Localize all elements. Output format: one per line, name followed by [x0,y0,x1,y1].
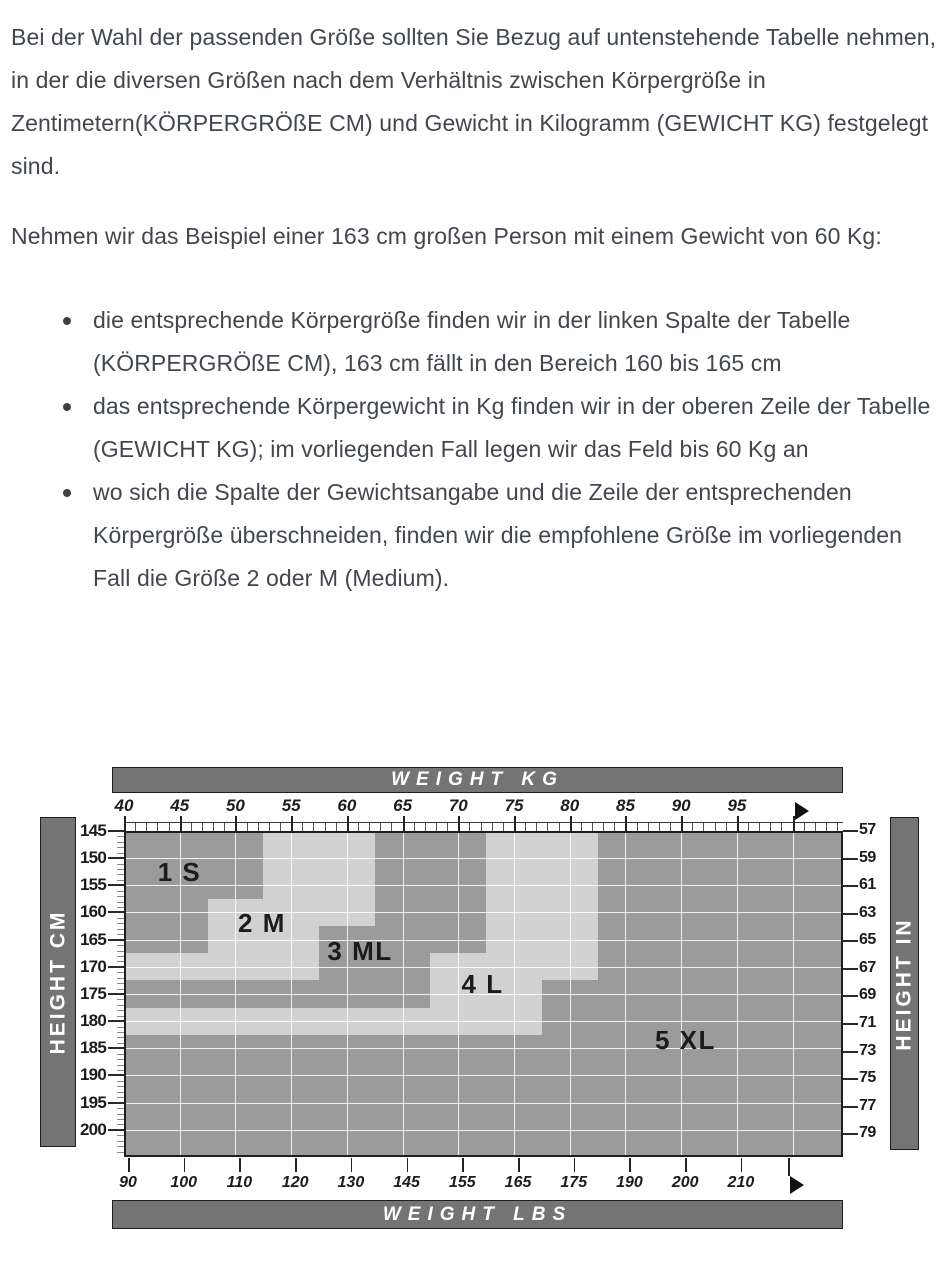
cm-minor-tick [117,1027,124,1028]
in-axis-label: 73 [859,1041,876,1059]
kg-minor-tick [391,823,392,831]
cm-minor-tick [117,934,124,935]
cm-minor-tick [117,1070,124,1071]
in-axis-dash [843,1051,858,1053]
kg-minor-tick [559,823,560,831]
cm-axis-label: 160 [80,902,106,922]
cm-minor-tick [117,864,124,865]
grid-line-vertical [403,833,404,1157]
cm-axis-dash [108,1020,124,1022]
kg-minor-tick [269,823,270,831]
kg-minor-tick [146,823,147,831]
kg-minor-tick [525,823,526,831]
kg-minor-tick [280,823,281,831]
cm-minor-tick [117,923,124,924]
kg-minor-tick [770,823,771,831]
kg-minor-tick [781,823,782,831]
kg-axis-arrow-icon [795,802,809,820]
size-region-5xl [598,831,843,980]
kg-minor-tick [358,823,359,831]
cm-minor-tick [117,1146,124,1147]
kg-minor-tick [503,823,504,831]
kg-major-tick [180,816,182,831]
kg-minor-tick [837,823,838,831]
kg-minor-tick [481,823,482,831]
grid-line-horizontal [126,1075,843,1076]
cm-minor-tick [117,956,124,957]
kg-minor-tick [447,823,448,831]
kg-minor-tick [726,823,727,831]
lbs-tick [295,1158,297,1172]
cm-minor-tick [117,1032,124,1033]
weight-kg-header: WEIGHT KG [112,767,843,793]
cm-minor-tick [117,1065,124,1066]
kg-minor-tick [313,823,314,831]
kg-axis-label: 65 [393,796,413,815]
cm-minor-tick [117,1152,124,1153]
lbs-tick [184,1158,186,1172]
cm-minor-tick [117,1124,124,1125]
kg-minor-tick [258,823,259,831]
list-item: wo sich die Spalte der Gewichtsangabe und die Zeile der entsprechenden Körpergröße überschneiden, finden wir die empfohlene Größe im vorliegenden Fall die Größe 2 oder M (Medium). [93,471,942,600]
lbs-axis-label: 165 [504,1174,532,1191]
lbs-axis-label: 90 [119,1174,137,1191]
cm-minor-tick [117,902,124,903]
kg-minor-tick [414,823,415,831]
grid-line-horizontal [126,1103,843,1104]
kg-axis-label: 60 [337,796,357,815]
kg-minor-tick [224,823,225,831]
kg-minor-tick [325,823,326,831]
kg-minor-tick [703,823,704,831]
kg-major-tick [514,816,516,831]
lbs-tick [685,1158,687,1172]
kg-minor-tick [670,823,671,831]
kg-minor-tick [547,823,548,831]
instruction-list [11,299,942,600]
cm-minor-tick [117,945,124,946]
in-axis-dash [843,1106,858,1108]
lbs-axis-label: 110 [226,1174,253,1191]
kg-minor-tick [659,823,660,831]
kg-axis-label: 40 [114,796,134,815]
cm-axis-label: 155 [80,875,106,895]
cm-axis-dash [108,857,124,859]
in-axis-dash [843,995,858,997]
in-axis-dash [843,830,858,832]
cm-minor-tick [117,1092,124,1093]
kg-minor-tick [191,823,192,831]
kg-minor-tick [804,823,805,831]
cm-axis-dash [108,911,124,913]
kg-major-tick [681,816,683,831]
size-region-4l [486,831,597,953]
in-axis-label: 63 [859,903,876,921]
cm-axis-label: 190 [80,1065,106,1085]
kg-minor-tick [614,823,615,831]
cm-axis-dash [108,939,124,941]
cm-axis-dash [108,966,124,968]
kg-axis-label: 45 [170,796,190,815]
grid-line-vertical [291,833,292,1157]
lbs-tick [351,1158,353,1172]
grid-line-horizontal [126,967,843,968]
kg-axis-label: 55 [281,796,301,815]
kg-minor-tick [202,823,203,831]
kg-minor-tick [648,823,649,831]
cm-minor-tick [117,983,124,984]
cm-minor-tick [117,999,124,1000]
size-region-2m [263,831,374,899]
paragraph-example: Nehmen wir das Beispiel einer 163 cm großen Person mit einem Gewicht von 60 Kg: [11,223,882,249]
intro-text [11,16,942,600]
kg-minor-tick [336,823,337,831]
cm-minor-tick [117,1037,124,1038]
cm-minor-tick [117,1005,124,1006]
cm-minor-tick [117,847,124,848]
kg-axis-label: 50 [225,796,245,815]
size-region-label: 3 ML [327,935,393,966]
in-axis-label: 65 [859,931,876,949]
kg-minor-tick [369,823,370,831]
cm-axis-dash [108,884,124,886]
kg-minor-tick [492,823,493,831]
kg-axis-label: 95 [727,796,747,815]
cm-minor-tick [117,907,124,908]
lbs-tick [741,1158,743,1172]
lbs-axis-label: 100 [170,1174,198,1191]
kg-minor-tick [302,823,303,831]
in-axis-dash [843,885,858,887]
in-axis-label: 67 [859,958,876,976]
cm-minor-tick [117,1108,124,1109]
cm-minor-tick [117,1043,124,1044]
cm-minor-tick [117,836,124,837]
kg-minor-tick [380,823,381,831]
kg-axis-label: 75 [504,796,524,815]
height-cm-sidebar [40,817,76,1147]
kg-major-tick [291,816,293,831]
kg-axis-label: 85 [616,796,635,815]
lbs-axis-label: 210 [727,1174,755,1191]
cm-minor-tick [117,1141,124,1142]
kg-minor-tick [581,823,582,831]
grid-line-vertical [681,833,682,1157]
kg-axis-label: 80 [560,796,580,815]
size-region-label: 4 L [461,969,504,1000]
cm-axis-label: 195 [80,1092,106,1112]
grid-line-vertical [737,833,738,1157]
kg-minor-tick [815,823,816,831]
grid-line-vertical [570,833,571,1157]
cm-minor-tick [117,1054,124,1055]
cm-axis-label: 170 [80,956,106,976]
cm-minor-tick [117,1114,124,1115]
kg-minor-tick [135,823,136,831]
cm-minor-tick [117,978,124,979]
cm-minor-tick [117,874,124,875]
lbs-end-tick [788,1158,790,1176]
size-region-1s [124,899,208,953]
in-axis-label: 69 [859,986,876,1004]
size-region-label: 1 S [157,856,202,887]
cm-axis-label: 175 [80,983,106,1003]
lbs-axis-label: 190 [616,1174,643,1191]
in-axis-dash [843,1133,858,1135]
lbs-axis-label: 130 [337,1174,365,1191]
cm-axis-label: 150 [80,848,106,868]
lbs-tick [239,1158,241,1172]
lbs-axis-label: 175 [560,1174,588,1191]
cm-axis-dash [108,993,124,995]
kg-minor-tick [213,823,214,831]
grid-line-vertical [625,833,626,1157]
cm-minor-tick [117,1135,124,1136]
cm-axis-dash [108,830,124,832]
lbs-axis-label: 155 [448,1174,476,1191]
cm-minor-tick [117,896,124,897]
size-chart [0,758,951,1234]
lbs-tick [462,1158,464,1172]
cm-minor-tick [117,989,124,990]
lbs-axis-label: 120 [281,1174,309,1191]
lbs-axis-label: 200 [671,1174,699,1191]
cm-minor-tick [117,853,124,854]
grid-line-vertical [347,833,348,1157]
in-axis-label: 75 [859,1069,876,1087]
kg-minor-tick [748,823,749,831]
in-axis-label: 77 [859,1096,876,1114]
cm-minor-tick [117,961,124,962]
cm-minor-tick [117,972,124,973]
cm-minor-tick [117,1016,124,1017]
grid-line-horizontal [126,1021,843,1022]
kg-axis-label: 90 [671,796,691,815]
cm-minor-tick [117,929,124,930]
weight-lbs-header: WEIGHT LBS [112,1200,843,1229]
kg-minor-tick [715,823,716,831]
height-cm-sidebar-label: HEIGHT CM [46,909,70,1055]
kg-major-tick [737,816,739,831]
in-axis-label: 61 [859,876,876,894]
kg-minor-tick [157,823,158,831]
kg-major-tick [625,816,627,831]
list-item: das entsprechende Körpergewicht in Kg finden wir in der oberen Zeile der Tabelle (GEWICHT KG); im vorliegenden Fall legen wir das Feld bis 60 Kg an [93,385,942,471]
cm-minor-tick [117,1119,124,1120]
cm-axis-dash [108,1047,124,1049]
kg-minor-tick [603,823,604,831]
kg-minor-tick [592,823,593,831]
kg-minor-tick [169,823,170,831]
plot-area [124,831,843,1157]
cm-axis-label: 200 [80,1119,106,1139]
in-axis-dash [843,1078,858,1080]
kg-minor-tick [436,823,437,831]
kg-minor-tick [759,823,760,831]
kg-minor-tick [692,823,693,831]
grid-line-horizontal [126,940,843,941]
kg-minor-tick [425,823,426,831]
grid-line-vertical [793,833,794,1157]
cm-axis-dash [108,1102,124,1104]
lbs-axis-arrow-icon [790,1176,804,1194]
cm-minor-tick [117,918,124,919]
kg-major-tick [124,816,126,831]
in-axis-dash [843,913,858,915]
cm-axis-dash [108,1129,124,1131]
lbs-tick [629,1158,631,1172]
kg-minor-tick [826,823,827,831]
height-in-sidebar [890,817,919,1150]
cm-axis-label: 185 [80,1038,106,1058]
cm-axis-label: 165 [80,929,106,949]
cm-minor-tick [117,842,124,843]
cm-minor-tick [117,1081,124,1082]
size-region-label: 2 M [238,908,286,939]
cm-minor-tick [117,891,124,892]
cm-minor-tick [117,869,124,870]
in-axis-label: 59 [859,848,876,866]
in-axis-dash [843,858,858,860]
in-axis-label: 79 [859,1124,876,1142]
kg-minor-tick [469,823,470,831]
cm-minor-tick [117,1010,124,1011]
kg-axis-label: 70 [448,796,468,815]
in-axis-dash [843,1023,858,1025]
cm-minor-tick [117,880,124,881]
lbs-tick [574,1158,576,1172]
kg-major-tick [458,816,460,831]
list-item: die entsprechende Körpergröße finden wir in der linken Spalte der Tabelle (KÖRPERGRÖßE CM), 163 cm fällt in den Bereich 160 bis 165 cm [93,299,942,385]
in-axis-dash [843,968,858,970]
cm-axis-label: 145 [80,821,106,840]
lbs-axis-label: 145 [393,1174,420,1191]
in-axis-label: 71 [859,1014,876,1032]
size-region-label: 5 XL [654,1025,716,1056]
cm-axis-label: 180 [80,1011,106,1031]
lbs-tick [518,1158,520,1172]
cm-axis-dash [108,1074,124,1076]
kg-major-tick [403,816,405,831]
cm-minor-tick [117,1059,124,1060]
cm-minor-tick [117,951,124,952]
in-axis-label: 57 [859,821,876,838]
kg-minor-tick [536,823,537,831]
kg-major-tick [570,816,572,831]
kg-ruler-line [124,822,843,823]
cm-minor-tick [117,1097,124,1098]
lbs-tick [407,1158,409,1172]
kg-minor-tick [247,823,248,831]
in-axis-dash [843,940,858,942]
lbs-tick [128,1158,130,1172]
kg-major-tick [235,816,237,831]
height-in-sidebar-label: HEIGHT IN [892,916,916,1051]
cm-minor-tick [117,1086,124,1087]
paragraph-size-advice: Bei der Wahl der passenden Größe sollten Sie Bezug auf untenstehende Tabelle nehmen, in der die diversen Größen nach dem Verhältnis zwischen Körpergröße in Zentimetern(KÖRPERGRÖßE CM) und Gewicht in Kilogramm (GEWICHT KG) festgelegt sind. [11,24,937,179]
kg-minor-tick [637,823,638,831]
kg-major-tick [347,816,349,831]
grid-line-horizontal [126,1130,843,1131]
